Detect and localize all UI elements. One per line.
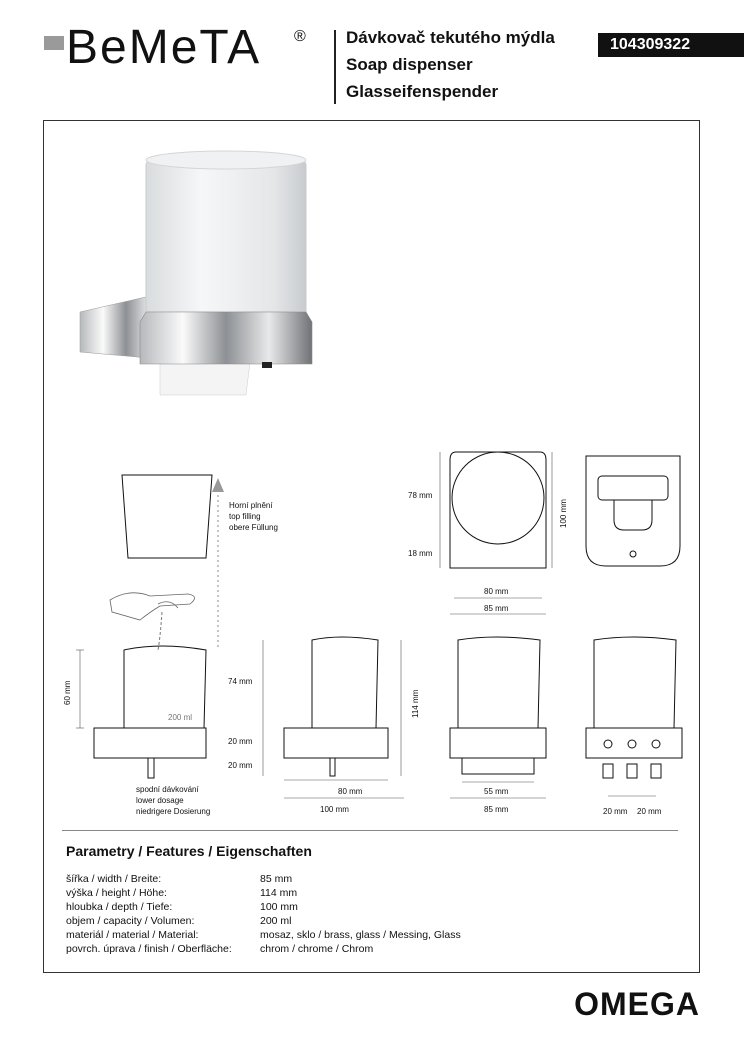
dim-20-b: 20 mm — [228, 761, 253, 770]
feature-label: šířka / width / Breite: — [66, 873, 162, 885]
dim-20-a: 20 mm — [228, 737, 253, 746]
dim-85-front: 85 mm — [484, 805, 509, 814]
dim-85-top: 85 mm — [484, 604, 509, 613]
dosage-note-cz: spodní dávkování — [136, 785, 199, 794]
capacity-label: 200 ml — [168, 713, 193, 722]
product-name-en: Soap dispenser — [346, 55, 473, 74]
bracket-view-drawing — [586, 456, 680, 566]
feature-value: 85 mm — [260, 873, 293, 885]
side-view-drawing — [263, 637, 404, 798]
dim-74: 74 mm — [228, 677, 253, 686]
brand-logo: BeMeTA — [66, 21, 262, 74]
front-view-drawing — [450, 637, 546, 798]
product-name-cz: Dávkovač tekutého mýdla — [346, 28, 555, 47]
product-photo — [80, 151, 312, 395]
dim-100-side: 100 mm — [320, 805, 349, 814]
rear-view-drawing — [586, 637, 682, 796]
dosage-note-en: lower dosage — [136, 796, 184, 805]
dim-55: 55 mm — [484, 787, 509, 796]
feature-label: výška / height / Höhe: — [66, 887, 167, 899]
dim-100-top: 100 mm — [559, 499, 568, 528]
top-fill-drawing — [110, 475, 224, 650]
refill-note-de: obere Füllung — [229, 523, 278, 532]
product-name-de: Glasseifenspender — [346, 82, 499, 101]
feature-label: povrch. úprava / finish / Oberfläche: — [66, 943, 232, 955]
feature-value: mosaz, sklo / brass, glass / Messing, Glass — [260, 929, 461, 941]
features-title: Parametry / Features / Eigenschaften — [66, 843, 312, 859]
dosage-note-de: niedrigere Dosierung — [136, 807, 211, 816]
registered-mark: ® — [294, 28, 306, 45]
feature-label: materiál / material / Material: — [66, 929, 199, 941]
feature-label: objem / capacity / Volumen: — [66, 915, 195, 927]
side-section-drawing — [76, 646, 206, 778]
dim-height-glass: 60 mm — [63, 680, 72, 705]
refill-note-en: top filling — [229, 512, 261, 521]
product-code: 104309322 — [598, 33, 744, 57]
feature-label: hloubka / depth / Tiefe: — [66, 901, 173, 913]
feature-value: 200 ml — [260, 915, 292, 927]
series-name: OMEGA — [574, 986, 700, 1022]
dim-20-c: 20 mm — [603, 807, 628, 816]
refill-note-cz: Horní plnění — [229, 501, 273, 510]
dim-20-d: 20 mm — [637, 807, 662, 816]
feature-value: 100 mm — [260, 901, 298, 913]
dim-78: 78 mm — [408, 491, 433, 500]
feature-value: chrom / chrome / Chrom — [260, 943, 374, 955]
dim-80-side: 80 mm — [338, 787, 363, 796]
feature-value: 114 mm — [260, 887, 298, 899]
dim-114: 114 mm — [411, 689, 420, 718]
features-divider — [62, 830, 678, 831]
dim-80-top: 80 mm — [484, 587, 509, 596]
dim-18: 18 mm — [408, 549, 433, 558]
